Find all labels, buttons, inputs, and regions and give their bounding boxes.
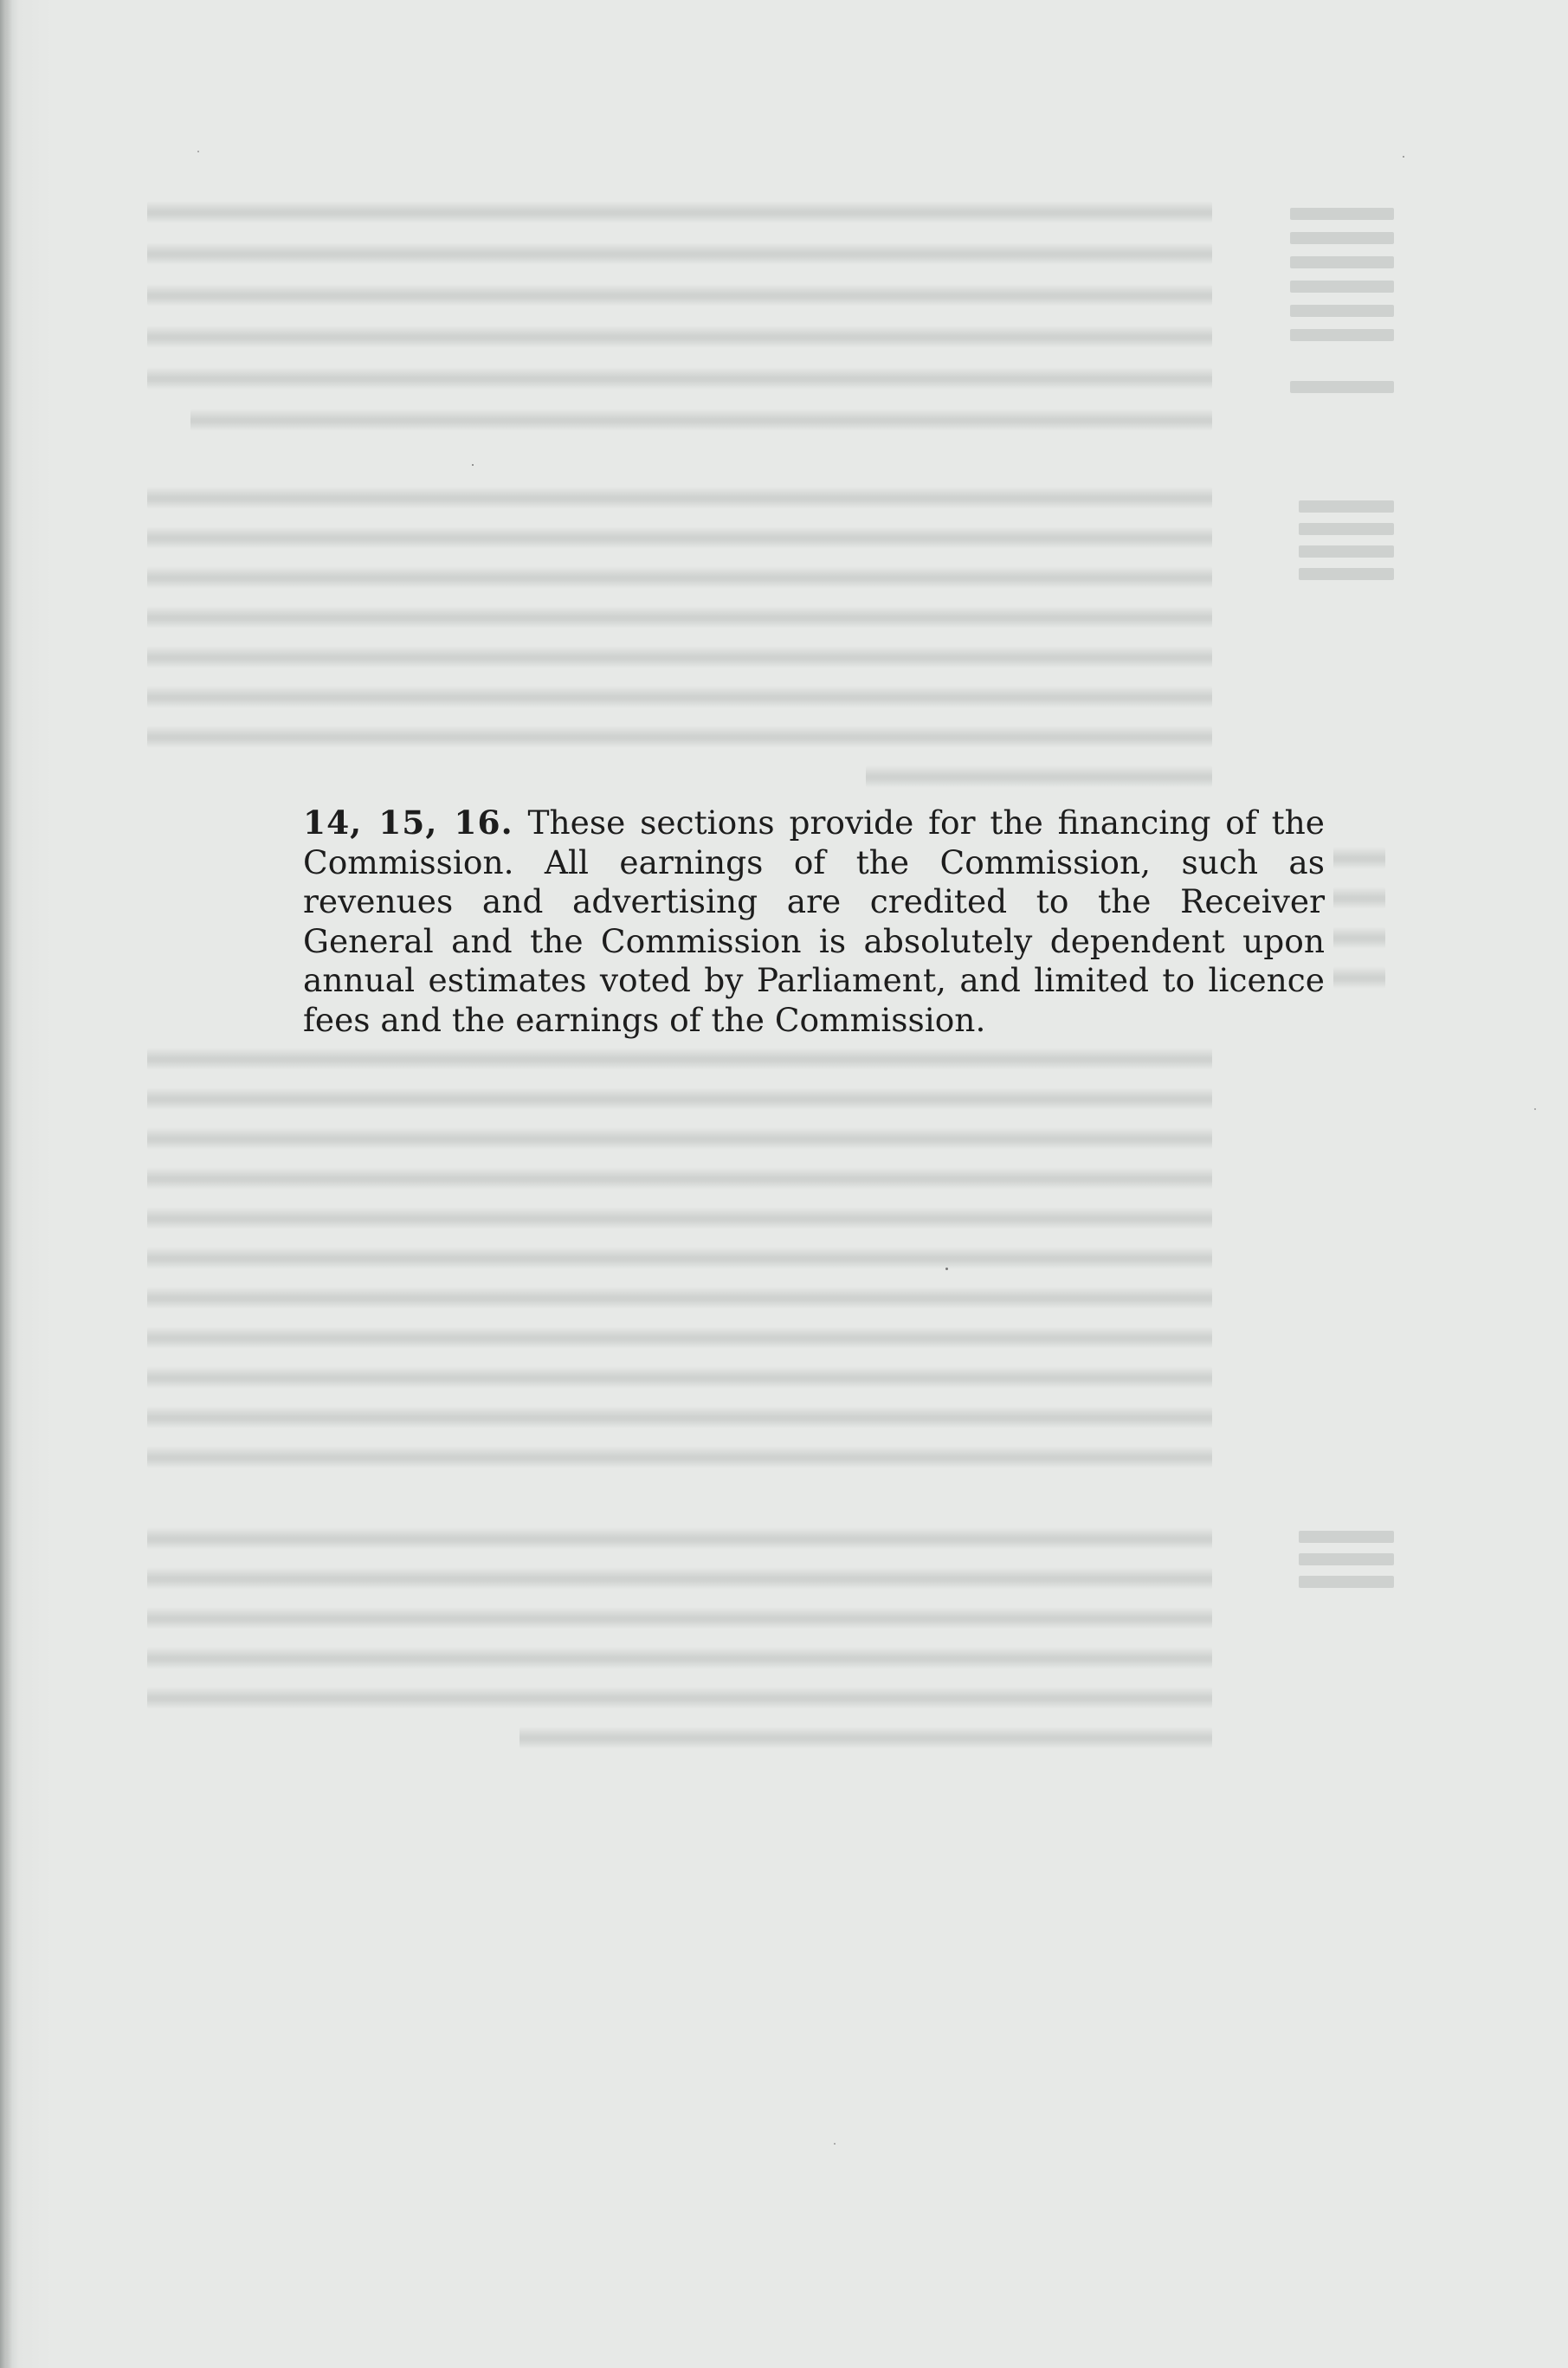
page-binding-edge bbox=[0, 0, 12, 2368]
show-through-line bbox=[147, 242, 1212, 265]
scan-speck bbox=[197, 151, 199, 152]
show-through-line bbox=[519, 1726, 1212, 1749]
scan-speck bbox=[945, 1268, 948, 1270]
show-through-sidenote bbox=[1299, 1531, 1394, 1543]
show-through-line bbox=[1333, 887, 1385, 909]
show-through-sidenote bbox=[1299, 1576, 1394, 1588]
show-through-line bbox=[147, 367, 1212, 390]
scan-speck bbox=[472, 464, 474, 466]
show-through-line bbox=[147, 1567, 1212, 1590]
show-through-sidenote bbox=[1290, 256, 1394, 268]
show-through-line bbox=[147, 1087, 1212, 1110]
show-through-line bbox=[147, 1167, 1212, 1190]
show-through-line bbox=[147, 1366, 1212, 1389]
show-through-line bbox=[147, 606, 1212, 629]
show-through-line bbox=[1333, 847, 1385, 869]
show-through-sidenote bbox=[1290, 305, 1394, 317]
show-through-line bbox=[1333, 926, 1385, 949]
show-through-line bbox=[147, 1127, 1212, 1150]
show-through-line bbox=[147, 487, 1212, 509]
scan-speck bbox=[834, 2143, 836, 2145]
show-through-line bbox=[147, 326, 1212, 348]
show-through-sidenote bbox=[1290, 208, 1394, 220]
show-through-line bbox=[147, 1326, 1212, 1349]
show-through-line bbox=[147, 1247, 1212, 1269]
scan-speck bbox=[1403, 156, 1404, 158]
show-through-line bbox=[147, 201, 1212, 223]
show-through-line bbox=[147, 1207, 1212, 1229]
show-through-line bbox=[147, 1048, 1212, 1070]
show-through-sidenote bbox=[1299, 568, 1394, 580]
scan-speck bbox=[1534, 1108, 1536, 1110]
section-numbers: 14, 15, 16. bbox=[303, 803, 513, 842]
show-through-sidenote bbox=[1299, 523, 1394, 535]
show-through-line bbox=[147, 646, 1212, 668]
show-through-line bbox=[147, 1687, 1212, 1709]
show-through-line bbox=[866, 765, 1212, 788]
body-paragraph bbox=[303, 803, 1325, 1041]
paragraph-text: These sections provide for the financing of the Commission. All earnings of the Commission, such as revenues and advertising are credited to the Receiver General and the Commission is absolutely dependent upon annual estimates voted by Parliament, and limited to licence fees and the earnings of the Commission. bbox=[303, 803, 1325, 1039]
show-through-line bbox=[147, 1647, 1212, 1669]
show-through-sidenote bbox=[1290, 232, 1394, 244]
show-through-line bbox=[147, 726, 1212, 748]
show-through-sidenote bbox=[1290, 381, 1394, 393]
show-through-line bbox=[147, 686, 1212, 708]
show-through-sidenote bbox=[1299, 1553, 1394, 1565]
show-through-sidenote bbox=[1299, 545, 1394, 558]
show-through-line bbox=[1333, 966, 1385, 989]
show-through-line bbox=[147, 1527, 1212, 1550]
show-through-line bbox=[147, 566, 1212, 589]
show-through-line bbox=[147, 526, 1212, 549]
show-through-line bbox=[147, 1446, 1212, 1468]
show-through-sidenote bbox=[1290, 329, 1394, 341]
show-through-line bbox=[190, 409, 1212, 431]
show-through-sidenote bbox=[1299, 500, 1394, 513]
show-through-line bbox=[147, 1406, 1212, 1429]
show-through-line bbox=[147, 284, 1212, 306]
show-through-line bbox=[147, 1607, 1212, 1629]
show-through-sidenote bbox=[1290, 281, 1394, 293]
show-through-line bbox=[147, 1287, 1212, 1309]
